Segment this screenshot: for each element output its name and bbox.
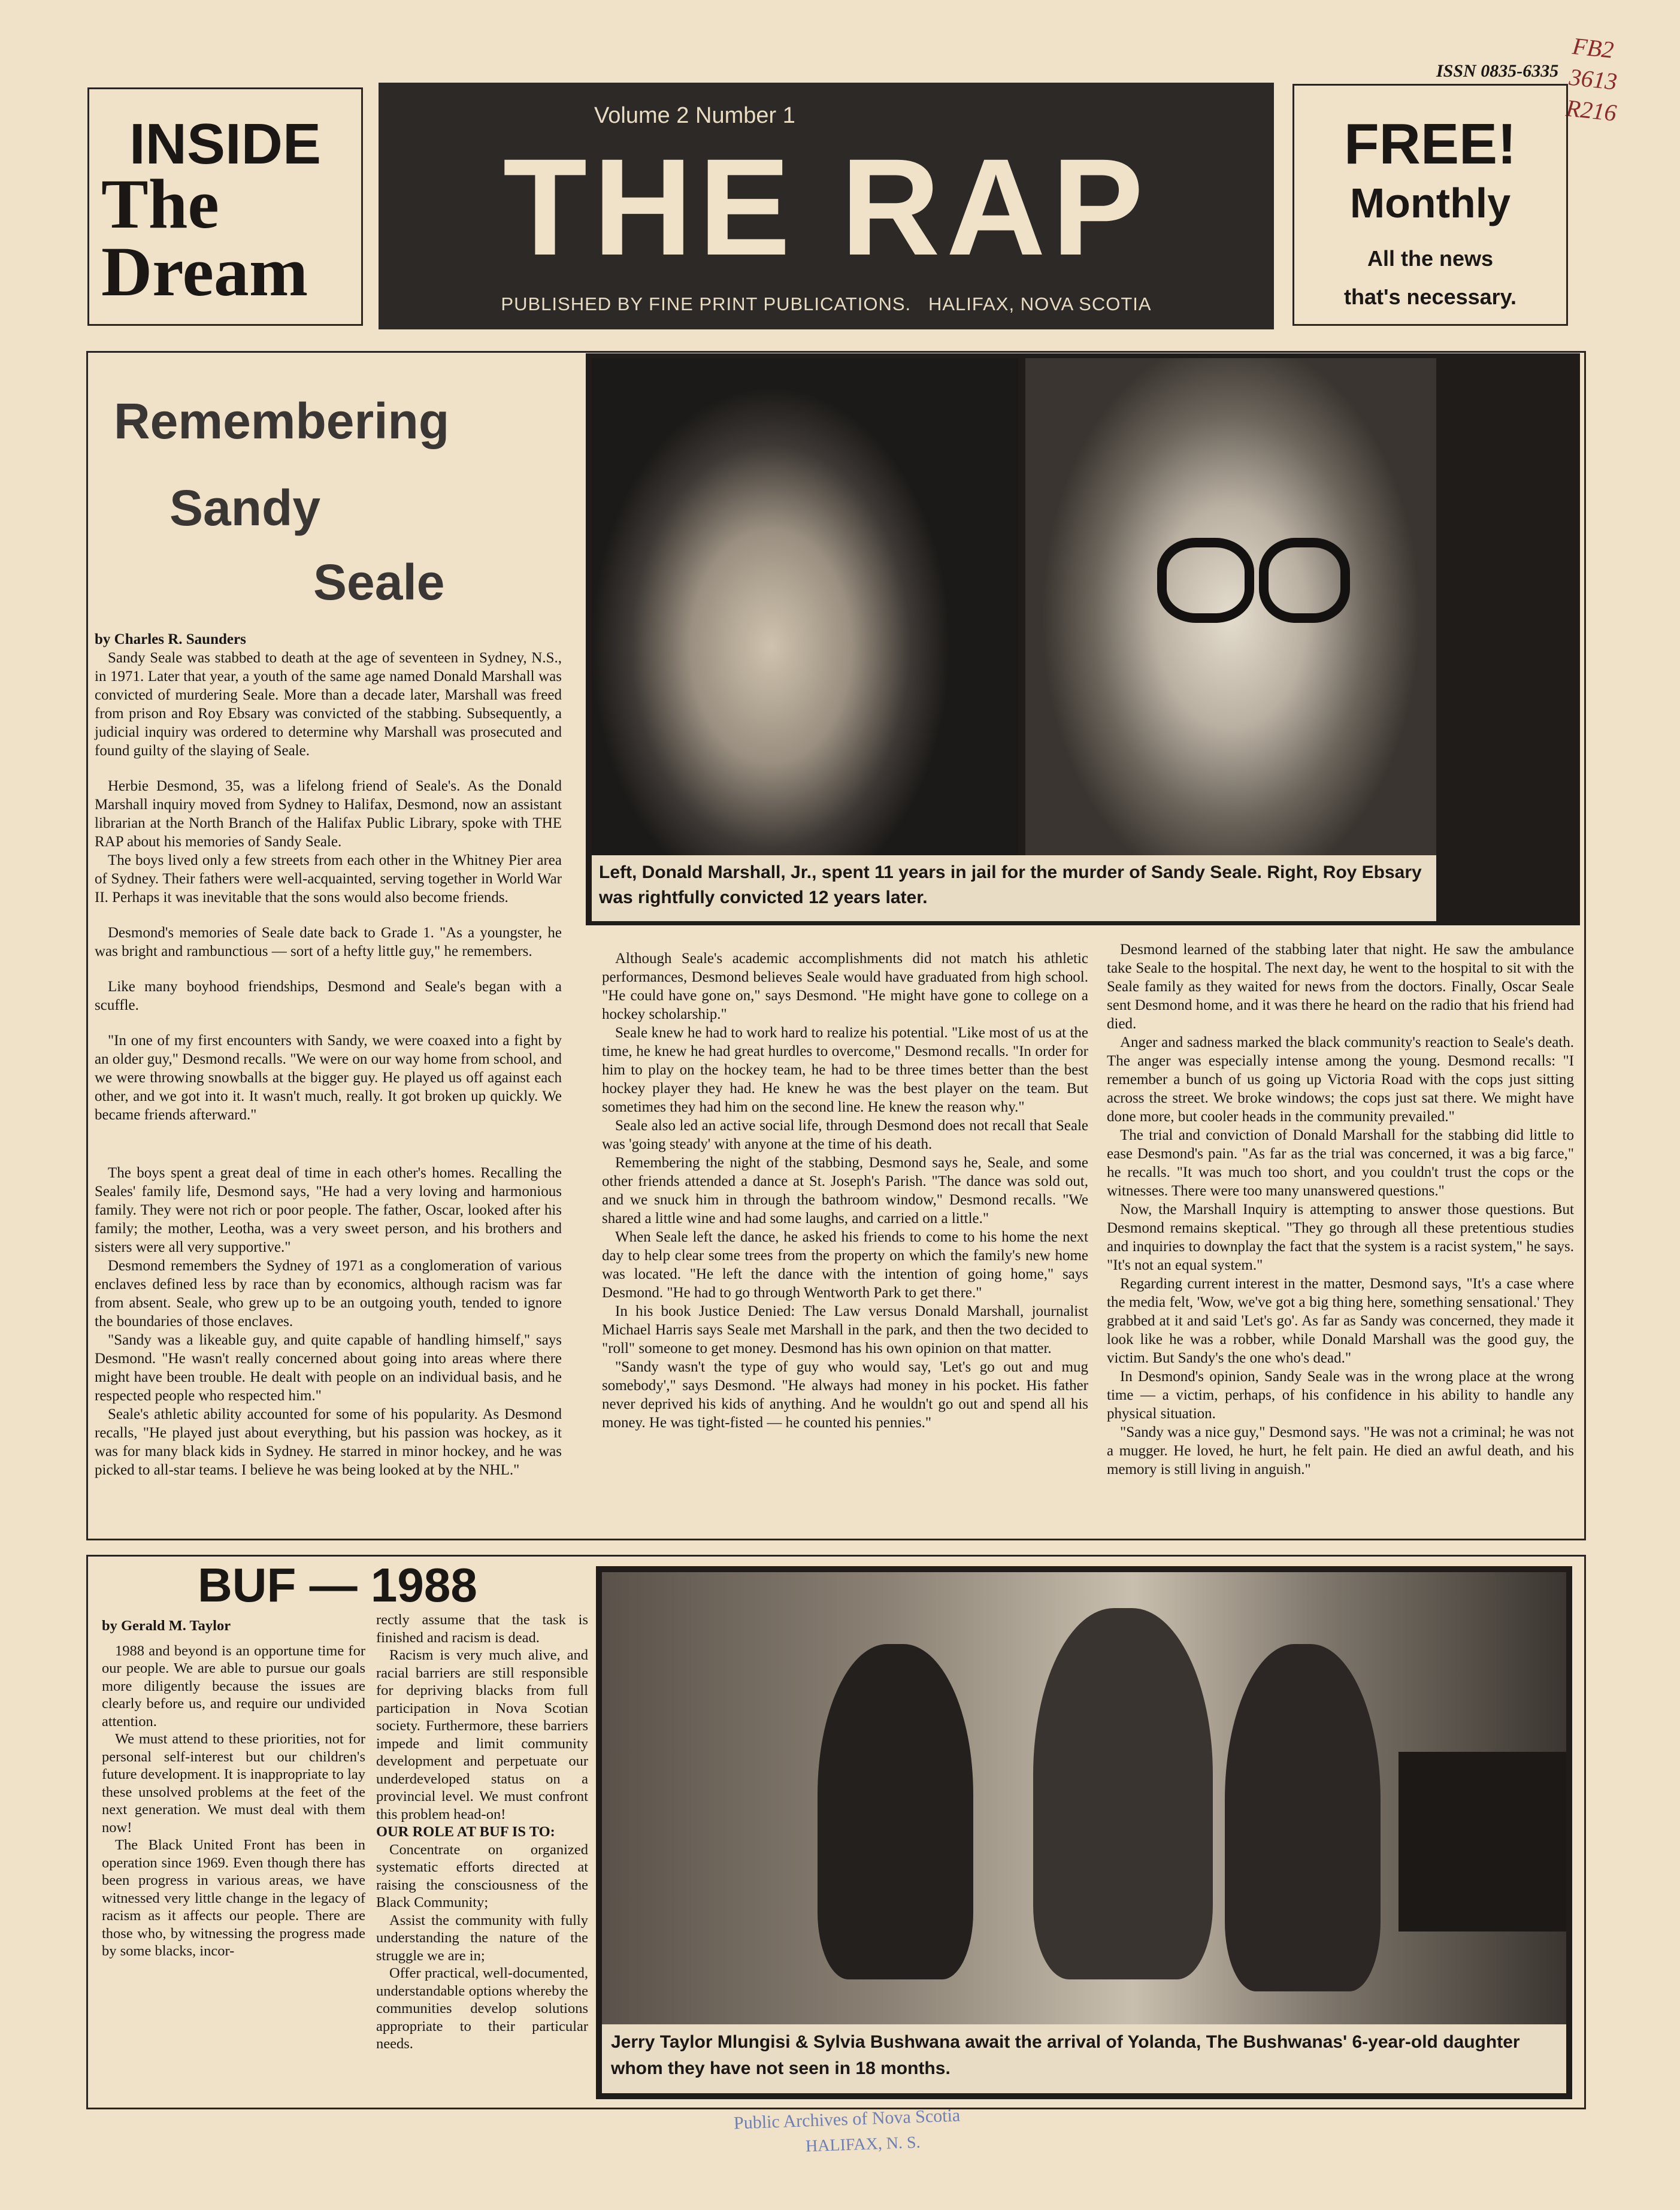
handwritten-line-2: 3613 — [1567, 63, 1619, 95]
photo-figure-center — [1033, 1608, 1213, 1979]
photo-donald-marshall — [592, 358, 1018, 855]
newspaper-title: THE RAP — [503, 130, 1150, 284]
article-paragraph: Desmond remembers the Sydney of 1971 as a conglomeration of various enclaves defined less by race than by economics, although racism was far from absent. Seale, who grew up to be an outgoing youth, tended to ignore the boundaries of those enclaves. — [95, 1258, 562, 1330]
photo-figure-right — [1225, 1644, 1381, 1991]
article-paragraph: Seale also led an active social life, through Desmond does not recall that Seale was 'going steady' with anyone at the time of his death. — [602, 1118, 1088, 1152]
article-paragraph: Desmond learned of the stabbing later that night. He saw the ambulance take Seale to the hospital. The next day, he went to the hospital to sit with the Seale family as they waited for news from the doctors. Finally, Oscar Seale sent Desmond home, and it was there he heard on the radio that his friend had died. — [1107, 941, 1574, 1032]
frequency-label: Monthly — [1349, 180, 1511, 226]
inside-title-line-1: The — [101, 165, 219, 243]
buf-photo-caption: Jerry Taylor Mlungisi & Sylvia Bushwana await the arrival of Yolanda, The Bushwanas' 6-year-old daughter whom they have not seen in 18 months. — [611, 2032, 1520, 2078]
article-paragraph: The boys spent a great deal of time in each other's homes. Recalling the Seales' family life, Desmond says, "He had a very loving and harmonious family. They were not rich or poor people. The father, Oscar, looked after his family; the mother, Leotha, was a very sweet person, and his brothers and sisters were all very supportive." — [95, 1165, 562, 1255]
masthead-banner — [379, 83, 1274, 329]
headline-line-1: Remembering — [114, 393, 450, 449]
inside-teaser-box — [87, 87, 363, 326]
buf-column-1 — [102, 1617, 365, 1960]
handwritten-line-1: FB2 — [1571, 32, 1615, 63]
article-paragraph: "Sandy wasn't the type of guy who would say, 'Let's go out and mug somebody'," says Desmond. "He always had money in his pocket. His father never deprived his kids of anything. And he wouldn't go out and spend all his money. He was tight-fisted — he counted his pennies." — [602, 1359, 1088, 1431]
buf-byline: by Gerald M. Taylor — [102, 1618, 231, 1634]
buf-column-2 — [376, 1611, 588, 2053]
article-column-2 — [602, 949, 1088, 1432]
article-paragraph: Racism is very much alive, and racial barriers are still responsible for depriving blacks from full participation in Nova Scotian society. Furthermore, these barriers impede and limit community development and perpetuate our underdeveloped status on a provincial level. We must confront this problem head-on! — [376, 1647, 588, 1823]
article-paragraph: Like many boyhood friendships, Desmond and Seale's began with a scuffle. — [95, 979, 562, 1013]
photo-figure-left — [818, 1644, 973, 1979]
issn-number: ISSN 0835-6335 — [1436, 61, 1559, 81]
article-paragraph: Assist the community with fully understanding the nature of the struggle we are in; — [376, 1912, 588, 1964]
article-paragraph: Desmond's memories of Seale date back to Grade 1. "As a youngster, he was bright and rambunctious — sort of a hefty little guy," he remembers. — [95, 925, 562, 959]
inside-label: INSIDE — [129, 112, 322, 176]
article-paragraph: Regarding current interest in the matter, Desmond says, "It's a case where the media felt, 'Wow, we've got a big thing here, something sensational.' They grabbed at it and said 'Let's go'. As far as Sandy was concerned, they made it look like he was a robber, while Donald Marshall was the good guy, the victim. But Sandy's the one who's dead." — [1107, 1276, 1574, 1366]
buf-role-heading: OUR ROLE AT BUF IS TO: — [376, 1824, 555, 1840]
article-paragraph: The trial and conviction of Donald Marshall for the stabbing did little to ease Desmond's pain. "As far as the trial was concerned, it was a big farce," he recalls. "It was much too short, and you couldn't trust the cops or the witnesses. There were too many unanswered questions." — [1107, 1127, 1574, 1199]
publisher-line: PUBLISHED BY FINE PRINT PUBLICATIONS. HALIFAX, NOVA SCOTIA — [501, 293, 1152, 314]
article-paragraph: Anger and sadness marked the black community's reaction to Seale's death. The anger was especially intense among the young. Desmond recalls: "I remember a bunch of us going up Victoria Road with the cops just sitting across the street. We broke windows; the cops just sat there. We might have done more, but cooler heads in the community prevailed." — [1107, 1034, 1574, 1125]
article-paragraph: In Desmond's opinion, Sandy Seale was in the wrong place at the wrong time — a victim, perhaps, of his confidence in his ability to handle any physical situation. — [1107, 1369, 1574, 1422]
free-label: FREE! — [1344, 112, 1516, 176]
article-paragraph: Seale knew he had to work hard to realize his potential. "Like most of us at the time, he knew he had great hurdles to overcome," Desmond recalls. "In order for him to play on the hockey team, he had to be three times better than the best hockey player they had. He knew he was the best player on the team. But sometimes they had him on the second line. He knew the reason why." — [602, 1025, 1088, 1115]
article-paragraph: Although Seale's academic accomplishments did not match his athletic performances, Desmond believes Seale would have graduated from high school. "He could have gone on," says Desmond. "He might have gone to college on a hockey scholarship." — [602, 950, 1088, 1022]
buf-headline: BUF — 1988 — [198, 1558, 477, 1612]
inside-title-line-2: Dream — [101, 232, 308, 311]
tagline-line-1: All the news — [1367, 246, 1494, 271]
article-paragraph: "Sandy was a likeable guy, and quite capable of handling himself," says Desmond. "He wasn't really concerned about going into areas where there might have been trouble. He dealt with people on an individual basis, and he respected people who respected him." — [95, 1332, 562, 1404]
article-paragraph: Seale's athletic ability accounted for some of his popularity. As Desmond recalls, "He played just about everything, but his passion was hockey, as it was for many black kids in Sydney. He starred in minor hockey, and he was picked to all-star teams. I believe he was being looked at by the NHL." — [95, 1406, 562, 1478]
headline-line-3: Seale — [313, 554, 445, 610]
article-paragraph: When Seale left the dance, he asked his friends to come to his home the next day to help clear some trees from the property on which the family's new home was located. "He left the dance with the intention of going home," says Desmond. "He had to go through Wentworth Park to get there." — [602, 1229, 1088, 1301]
article-paragraph: Remembering the night of the stabbing, Desmond says he, Seale, and some other friends attended a dance at St. Joseph's Parish. "The dance was sold out, and we snuck him in through the bathroom window," Desmond recalls. "We shared a little wine and had some laughs, and carried on a little." — [602, 1155, 1088, 1227]
free-monthly-box — [1292, 84, 1568, 326]
archive-stamp-line-1: Public Archives of Nova Scotia — [733, 2105, 961, 2133]
glasses-right-lens — [1259, 538, 1350, 623]
article-byline: by Charles R. Saunders — [95, 631, 246, 647]
article-column-1 — [95, 630, 562, 1479]
headline-line-2: Sandy — [169, 480, 321, 536]
article-paragraph: The Black United Front has been in operation since 1969. Even though there has been progress in various areas, we have witnessed very little change in the legacy of racism as it affects our people. There are those who, by witnessing the progress made by some blacks, incor- — [102, 1837, 365, 1959]
article-paragraph: Sandy Seale was stabbed to death at the age of seventeen in Sydney, N.S., in 1971. Later that year, a youth of the same age named Donald Marshall was convicted of murdering Seale. More than a decade later, Marshall was freed from prison and Roy Ebsary was convicted of the stabbing. Subsequently, a judicial inquiry was ordered to determine why Marshall was prosecuted and found guilty of the slaying of Seale. — [95, 650, 562, 759]
article-paragraph: We must attend to these priorities, not for personal self-interest but our children's future development. It is inappropriate to lay these unsolved problems at the feet of the next generation. We must deal with them now! — [102, 1731, 365, 1836]
article-column-3 — [1107, 940, 1574, 1479]
article-paragraph: The boys lived only a few streets from each other in the Whitney Pier area of Sydney. Their fathers were well-acquainted, serving together in World War II. Perhaps it was inevitable that the sons would also become friends. — [95, 852, 562, 906]
article-paragraph: In his book Justice Denied: The Law versus Donald Marshall, journalist Michael Harris says Seale met Marshall in the park, and then the two decided to "roll" someone to get money. Desmond has his own opinion on that matter. — [602, 1303, 1088, 1357]
archive-stamp-line-2: HALIFAX, N. S. — [805, 2133, 921, 2156]
article-paragraph: Herbie Desmond, 35, was a lifelong friend of Seale's. As the Donald Marshall inquiry moved from Sydney to Halifax, Desmond, now an assistant librarian at the North Branch of the Halifax Public Library, spoke with THE RAP about his memories of Sandy Seale. — [95, 778, 562, 850]
article-paragraph: Offer practical, well-documented, understandable options whereby the communities develop solutions appropriate to their particular needs. — [376, 1965, 588, 2052]
article-paragraph: "Sandy was a nice guy," Desmond says. "He was not a criminal; he was not a mugger. He loved, he hurt, he felt pain. He died an awful death, and his memory is still living in anguish." — [1107, 1424, 1574, 1478]
glasses-left-lens — [1157, 538, 1254, 623]
handwritten-call-number — [1564, 31, 1624, 129]
photo-bushwana-family — [602, 1572, 1566, 2024]
article-paragraph: rectly assume that the task is finished and racism is dead. — [376, 1612, 588, 1646]
tagline-line-2: that's necessary. — [1343, 284, 1517, 309]
photo-caption: Left, Donald Marshall, Jr., spent 11 years in jail for the murder of Sandy Seale. Right, Roy Ebsary was rightfully convicted 12 years later. — [599, 862, 1422, 907]
photo-roy-ebsary — [1025, 358, 1436, 855]
article-paragraph: 1988 and beyond is an opportune time for our people. We are able to pursue our goals more diligently because the issues are clearly before us, and require our undivided attention. — [102, 1642, 365, 1730]
handwritten-line-3: R216 — [1564, 94, 1618, 127]
photo-sofa — [1399, 1752, 1566, 1932]
article-paragraph: Now, the Marshall Inquiry is attempting to answer those questions. But Desmond remains skeptical. "They go through all these pretentious studies and inquiries to downplay the fact that the system is a racist system," he says. "It's not an equal system." — [1107, 1201, 1574, 1273]
article-paragraph: Concentrate on organized systematic efforts directed at raising the consciousness of the Black Community; — [376, 1841, 588, 1911]
volume-number: Volume 2 Number 1 — [594, 103, 795, 128]
article-paragraph: "In one of my first encounters with Sandy, we were coaxed into a fight by an older guy," Desmond recalls. "We were on our way home from school, and we were throwing snowballs at the bigger guy. He played us off against each other, and we got into it. It wasn't much, really. It got broken up quickly. We became friends afterward." — [95, 1033, 562, 1123]
